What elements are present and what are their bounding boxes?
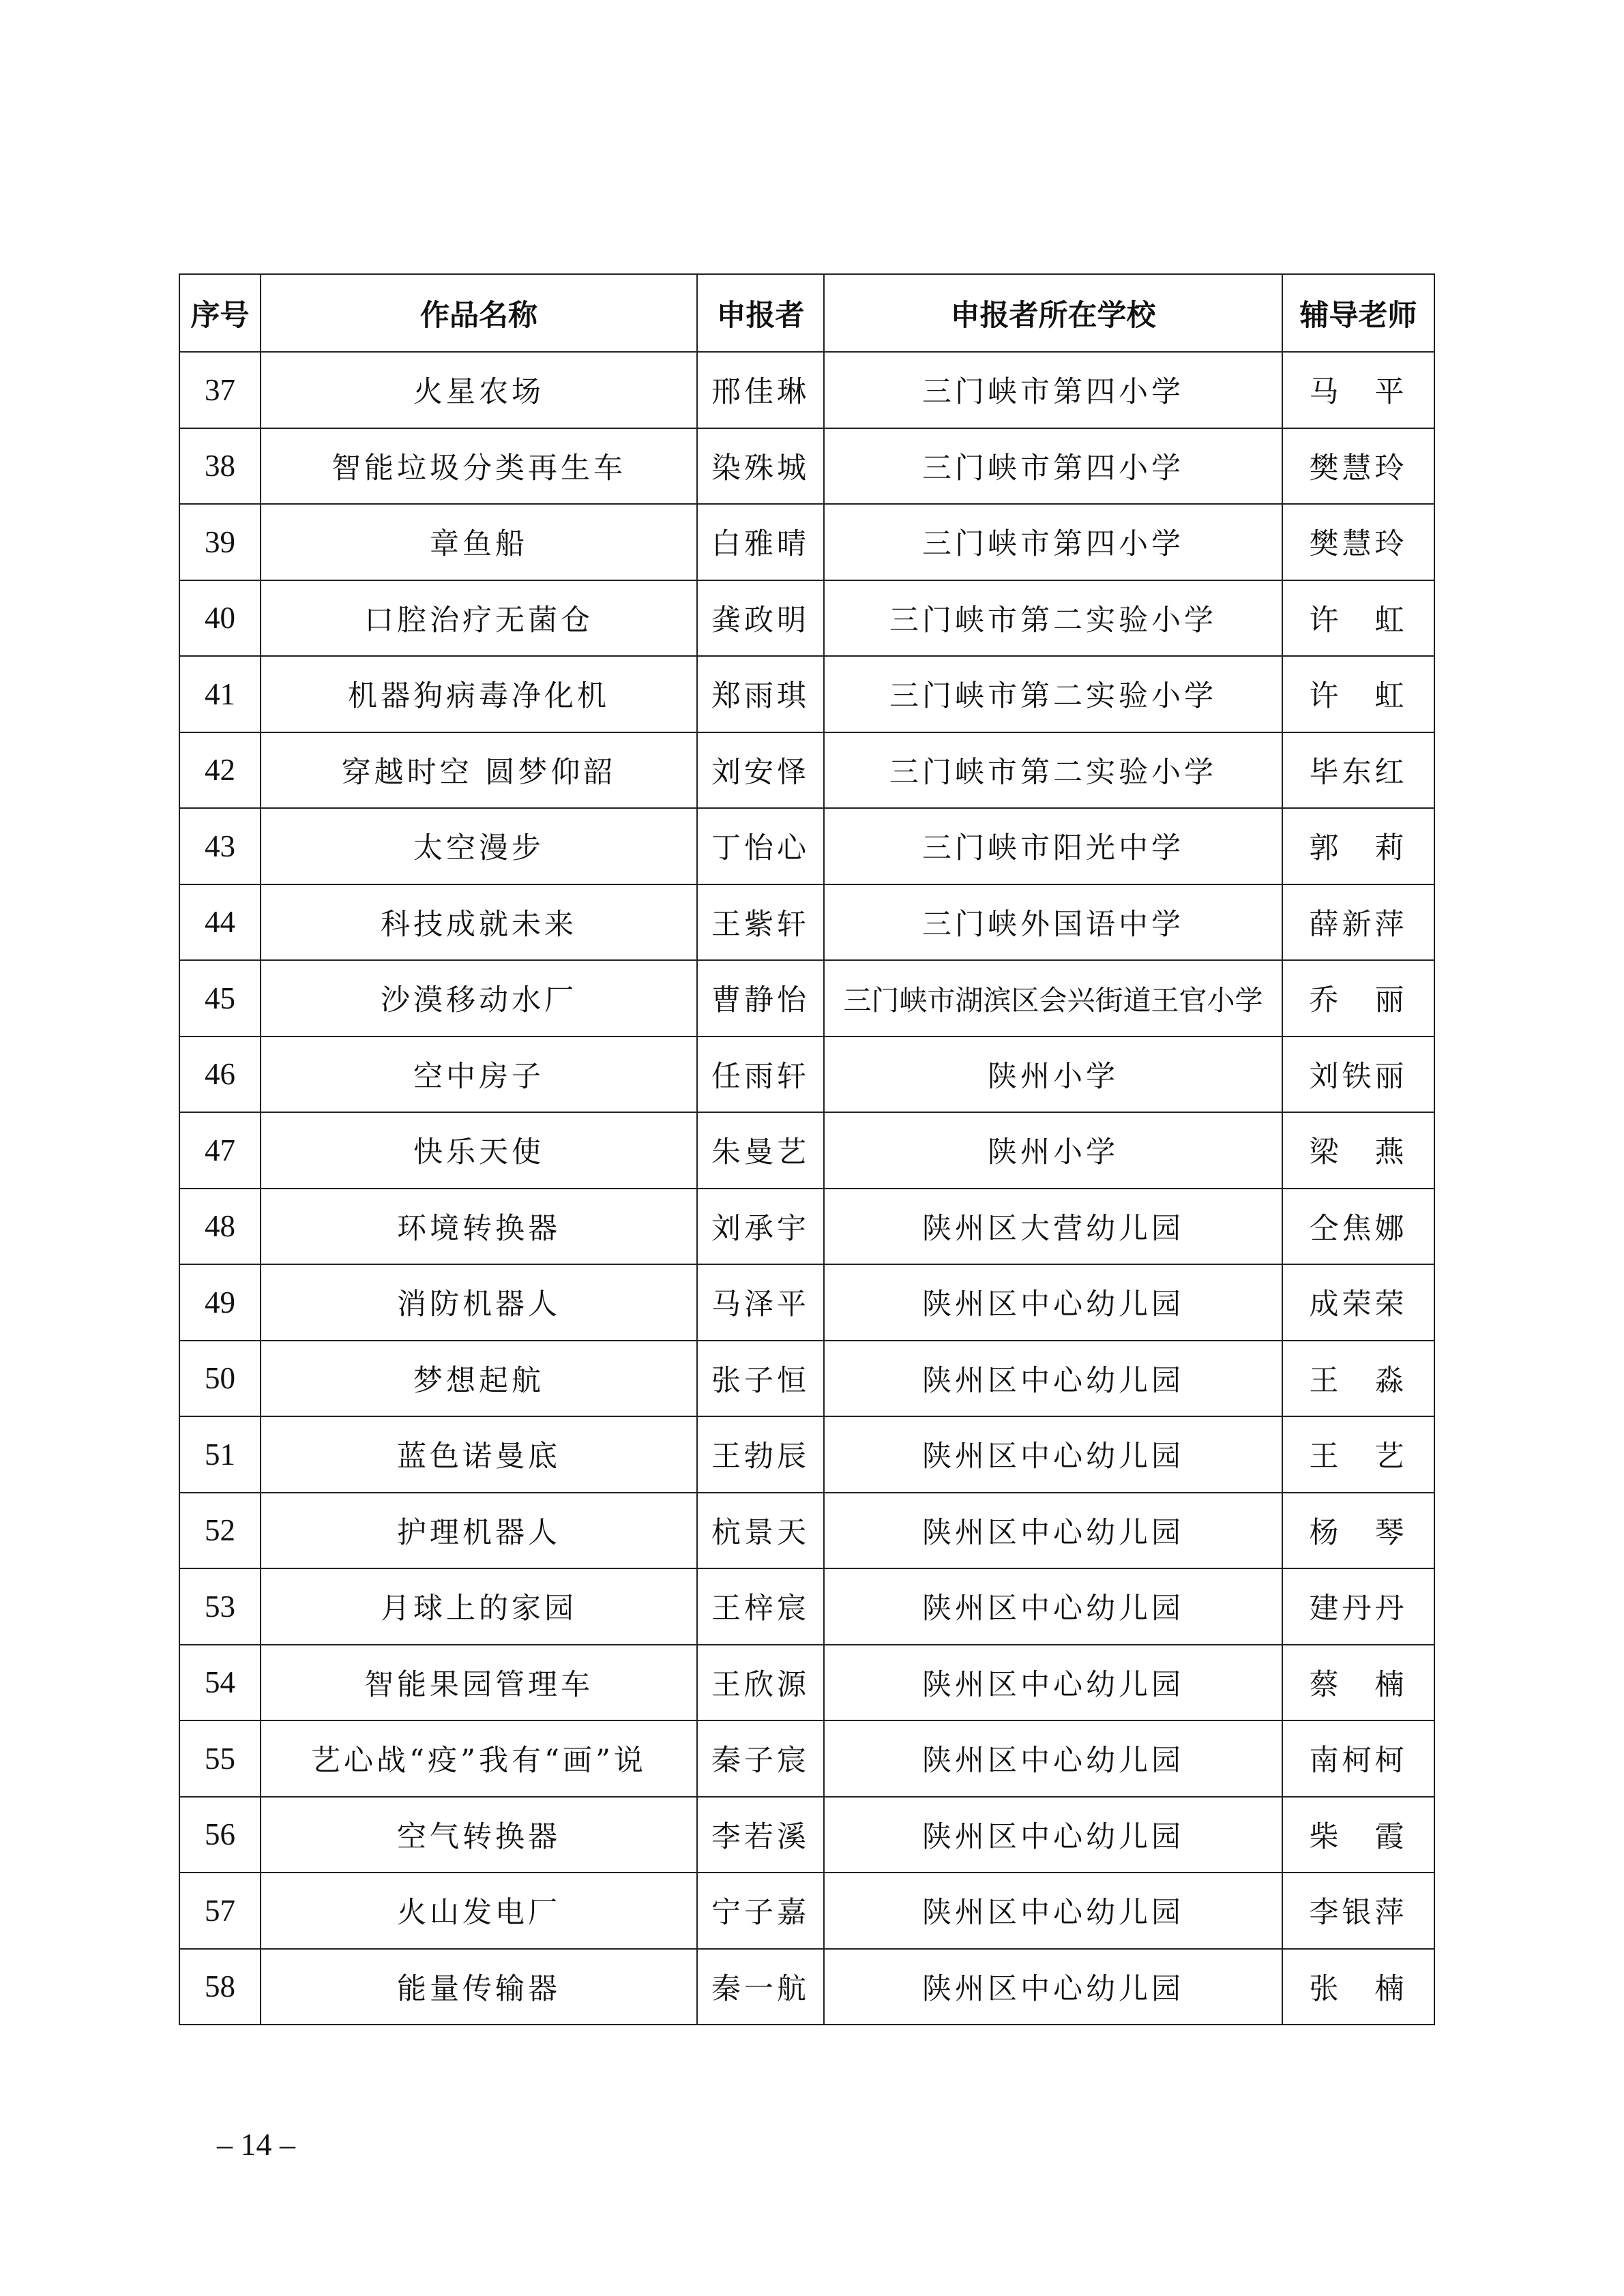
header-applicant: 申报者 — [697, 274, 824, 352]
table-row — [179, 1264, 1434, 1341]
cell-teacher: 薛新萍 — [1282, 884, 1434, 961]
cell-school: 三门峡外国语中学 — [824, 884, 1282, 961]
table-row — [179, 580, 1434, 657]
cell-work-title: 蓝色诺曼底 — [261, 1416, 697, 1493]
table-row — [179, 1873, 1434, 1949]
table-row — [179, 428, 1434, 505]
table-row — [179, 1645, 1434, 1721]
cell-number: 38 — [179, 428, 261, 505]
cell-work-title: 环境转换器 — [261, 1189, 697, 1265]
cell-number: 56 — [179, 1797, 261, 1873]
cell-work-title: 智能果园管理车 — [261, 1645, 697, 1721]
cell-teacher: 马 平 — [1282, 352, 1434, 428]
cell-number: 42 — [179, 732, 261, 809]
cell-applicant: 白雅晴 — [697, 504, 824, 580]
cell-teacher: 建丹丹 — [1282, 1568, 1434, 1645]
cell-school: 三门峡市第二实验小学 — [824, 732, 1282, 809]
cell-school: 陕州区中心幼儿园 — [824, 1568, 1282, 1645]
cell-number: 40 — [179, 580, 261, 657]
cell-teacher: 樊慧玲 — [1282, 428, 1434, 505]
table-row — [179, 1493, 1434, 1569]
cell-work-title: 口腔治疗无菌仓 — [261, 580, 697, 657]
cell-work-title: 章鱼船 — [261, 504, 697, 580]
cell-school: 三门峡市湖滨区会兴街道王官小学 — [824, 960, 1282, 1037]
cell-number: 39 — [179, 504, 261, 580]
cell-number: 43 — [179, 808, 261, 884]
table-row — [179, 1949, 1434, 2025]
cell-work-title: 护理机器人 — [261, 1493, 697, 1569]
cell-teacher: 杨 琴 — [1282, 1493, 1434, 1569]
table-row — [179, 1416, 1434, 1493]
cell-number: 57 — [179, 1873, 261, 1949]
cell-work-title: 梦想起航 — [261, 1341, 697, 1417]
table-row — [179, 960, 1434, 1037]
cell-teacher: 王 淼 — [1282, 1341, 1434, 1417]
cell-school: 陕州区中心幼儿园 — [824, 1797, 1282, 1873]
table-row — [179, 1189, 1434, 1265]
cell-number: 55 — [179, 1720, 261, 1797]
cell-teacher: 蔡 楠 — [1282, 1645, 1434, 1721]
header-number: 序号 — [179, 274, 261, 352]
cell-work-title: 智能垃圾分类再生车 — [261, 428, 697, 505]
table-header — [179, 274, 1434, 352]
cell-work-title: 机器狗病毒净化机 — [261, 656, 697, 732]
award-table — [179, 273, 1435, 2025]
cell-teacher: 成荣荣 — [1282, 1264, 1434, 1341]
cell-number: 52 — [179, 1493, 261, 1569]
cell-applicant: 王紫轩 — [697, 884, 824, 961]
cell-applicant: 染殊城 — [697, 428, 824, 505]
cell-school: 陕州区中心幼儿园 — [824, 1873, 1282, 1949]
cell-teacher: 王 艺 — [1282, 1416, 1434, 1493]
cell-work-title: 空中房子 — [261, 1037, 697, 1113]
cell-number: 51 — [179, 1416, 261, 1493]
table-row — [179, 1341, 1434, 1417]
cell-school: 陕州区中心幼儿园 — [824, 1416, 1282, 1493]
table-row — [179, 884, 1434, 961]
cell-applicant: 朱曼艺 — [697, 1112, 824, 1189]
cell-number: 54 — [179, 1645, 261, 1721]
table-row — [179, 732, 1434, 809]
cell-applicant: 秦一航 — [697, 1949, 824, 2025]
table-row — [179, 1568, 1434, 1645]
table-body — [179, 352, 1434, 2025]
cell-work-title: 空气转换器 — [261, 1797, 697, 1873]
cell-work-title: 科技成就未来 — [261, 884, 697, 961]
cell-work-title: 快乐天使 — [261, 1112, 697, 1189]
cell-teacher: 樊慧玲 — [1282, 504, 1434, 580]
cell-applicant: 宁子嘉 — [697, 1873, 824, 1949]
cell-teacher: 许 虹 — [1282, 580, 1434, 657]
cell-teacher: 郭 莉 — [1282, 808, 1434, 884]
cell-teacher: 仝焦娜 — [1282, 1189, 1434, 1265]
cell-school: 陕州小学 — [824, 1037, 1282, 1113]
cell-number: 37 — [179, 352, 261, 428]
cell-applicant: 王梓宸 — [697, 1568, 824, 1645]
header-teacher: 辅导老师 — [1282, 274, 1434, 352]
cell-number: 41 — [179, 656, 261, 732]
cell-number: 45 — [179, 960, 261, 1037]
table-row — [179, 352, 1434, 428]
cell-school: 三门峡市第四小学 — [824, 428, 1282, 505]
cell-school: 陕州区大营幼儿园 — [824, 1189, 1282, 1265]
cell-teacher: 梁 燕 — [1282, 1112, 1434, 1189]
cell-teacher: 李银萍 — [1282, 1873, 1434, 1949]
cell-school: 三门峡市第四小学 — [824, 352, 1282, 428]
cell-teacher: 柴 霞 — [1282, 1797, 1434, 1873]
cell-number: 49 — [179, 1264, 261, 1341]
table-row — [179, 1720, 1434, 1797]
cell-school: 陕州小学 — [824, 1112, 1282, 1189]
cell-applicant: 王欣源 — [697, 1645, 824, 1721]
cell-applicant: 郑雨琪 — [697, 656, 824, 732]
cell-school: 陕州区中心幼儿园 — [824, 1645, 1282, 1721]
page-number: – 14 – — [217, 2127, 295, 2162]
cell-applicant: 龚政明 — [697, 580, 824, 657]
cell-school: 陕州区中心幼儿园 — [824, 1341, 1282, 1417]
header-work-title: 作品名称 — [261, 274, 697, 352]
cell-number: 58 — [179, 1949, 261, 2025]
cell-work-title: 艺心战“疫”我有“画”说 — [261, 1720, 697, 1797]
cell-work-title: 太空漫步 — [261, 808, 697, 884]
cell-work-title: 火山发电厂 — [261, 1873, 697, 1949]
cell-school: 三门峡市第二实验小学 — [824, 580, 1282, 657]
cell-applicant: 张子恒 — [697, 1341, 824, 1417]
header-row — [179, 274, 1434, 352]
cell-applicant: 王勃辰 — [697, 1416, 824, 1493]
cell-teacher: 张 楠 — [1282, 1949, 1434, 2025]
cell-applicant: 刘安怿 — [697, 732, 824, 809]
cell-school: 陕州区中心幼儿园 — [824, 1949, 1282, 2025]
cell-teacher: 毕东红 — [1282, 732, 1434, 809]
cell-work-title: 能量传输器 — [261, 1949, 697, 2025]
cell-school: 三门峡市阳光中学 — [824, 808, 1282, 884]
cell-school: 三门峡市第二实验小学 — [824, 656, 1282, 732]
table-row — [179, 656, 1434, 732]
cell-teacher: 刘铁丽 — [1282, 1037, 1434, 1113]
cell-applicant: 秦子宸 — [697, 1720, 824, 1797]
cell-school: 陕州区中心幼儿园 — [824, 1720, 1282, 1797]
cell-teacher: 乔 丽 — [1282, 960, 1434, 1037]
header-school: 申报者所在学校 — [824, 274, 1282, 352]
cell-work-title: 火星农场 — [261, 352, 697, 428]
cell-applicant: 刘承宇 — [697, 1189, 824, 1265]
cell-school: 陕州区中心幼儿园 — [824, 1264, 1282, 1341]
cell-number: 48 — [179, 1189, 261, 1265]
cell-number: 50 — [179, 1341, 261, 1417]
table-row — [179, 1037, 1434, 1113]
cell-applicant: 丁怡心 — [697, 808, 824, 884]
cell-applicant: 任雨轩 — [697, 1037, 824, 1113]
cell-number: 47 — [179, 1112, 261, 1189]
cell-teacher: 许 虹 — [1282, 656, 1434, 732]
cell-work-title: 穿越时空 圆梦仰韶 — [261, 732, 697, 809]
cell-applicant: 杭景天 — [697, 1493, 824, 1569]
cell-applicant: 邢佳琳 — [697, 352, 824, 428]
cell-number: 46 — [179, 1037, 261, 1113]
cell-school: 三门峡市第四小学 — [824, 504, 1282, 580]
cell-school: 陕州区中心幼儿园 — [824, 1493, 1282, 1569]
cell-work-title: 沙漠移动水厂 — [261, 960, 697, 1037]
cell-applicant: 马泽平 — [697, 1264, 824, 1341]
cell-work-title: 消防机器人 — [261, 1264, 697, 1341]
cell-number: 44 — [179, 884, 261, 961]
table-row — [179, 504, 1434, 580]
cell-work-title: 月球上的家园 — [261, 1568, 697, 1645]
cell-applicant: 李若溪 — [697, 1797, 824, 1873]
cell-number: 53 — [179, 1568, 261, 1645]
table-row — [179, 1112, 1434, 1189]
table-row — [179, 808, 1434, 884]
cell-applicant: 曹静怡 — [697, 960, 824, 1037]
cell-teacher: 南柯柯 — [1282, 1720, 1434, 1797]
table-row — [179, 1797, 1434, 1873]
